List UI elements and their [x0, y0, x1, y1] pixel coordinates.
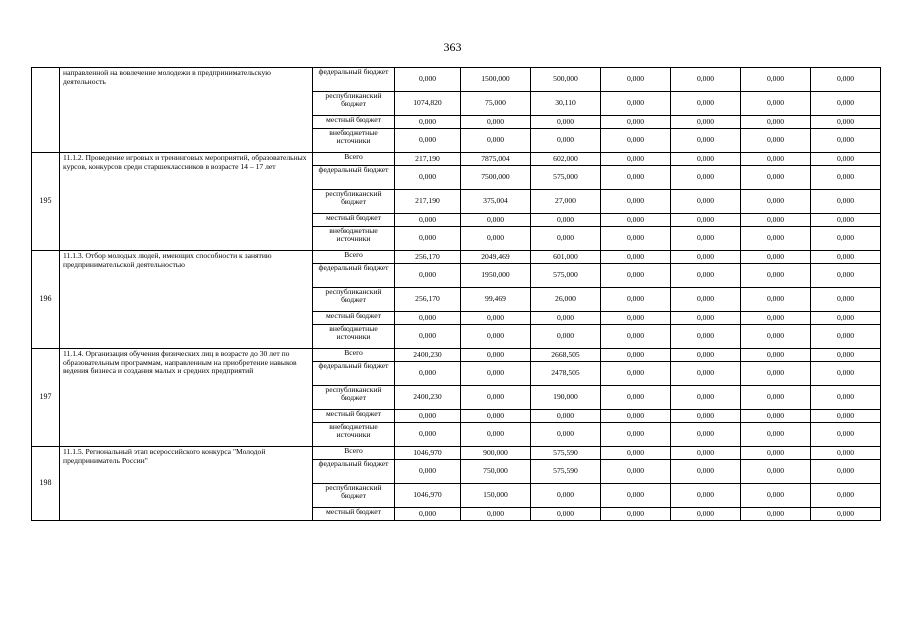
amount-cell: 256,170 — [395, 288, 461, 312]
funding-source-cell: республиканский бюджет — [313, 386, 395, 410]
amount-cell: 0,000 — [741, 227, 811, 251]
amount-cell: 0,000 — [671, 166, 741, 190]
amount-cell: 0,000 — [601, 264, 671, 288]
budget-table — [31, 67, 881, 521]
amount-cell: 0,000 — [811, 190, 881, 214]
amount-cell: 0,000 — [395, 264, 461, 288]
page-number: 363 — [443, 40, 462, 54]
amount-cell: 0,000 — [395, 129, 461, 153]
amount-cell: 2049,469 — [461, 251, 531, 264]
amount-cell: 0,000 — [741, 325, 811, 349]
amount-cell: 7875,004 — [461, 153, 531, 166]
amount-cell: 0,000 — [811, 68, 881, 92]
table-body — [32, 68, 881, 521]
amount-cell: 0,000 — [601, 227, 671, 251]
funding-source-cell: внебюджетные источники — [313, 423, 395, 447]
amount-cell: 0,000 — [811, 166, 881, 190]
funding-source-cell: местный бюджет — [313, 410, 395, 423]
amount-cell: 0,000 — [531, 312, 601, 325]
amount-cell: 0,000 — [671, 508, 741, 521]
amount-cell: 0,000 — [741, 251, 811, 264]
amount-cell: 0,000 — [395, 410, 461, 423]
amount-cell: 0,000 — [601, 251, 671, 264]
amount-cell: 750,000 — [461, 460, 531, 484]
amount-cell: 0,000 — [461, 214, 531, 227]
table-row — [32, 447, 881, 460]
amount-cell: 0,000 — [811, 447, 881, 460]
row-number-cell: 196 — [32, 251, 60, 349]
amount-cell: 0,000 — [671, 386, 741, 410]
amount-cell: 0,000 — [395, 423, 461, 447]
amount-cell: 0,000 — [671, 362, 741, 386]
table-row — [32, 153, 881, 166]
amount-cell: 1046,970 — [395, 447, 461, 460]
funding-source-cell: внебюджетные источники — [313, 227, 395, 251]
funding-source-cell: республиканский бюджет — [313, 484, 395, 508]
amount-cell: 575,000 — [531, 264, 601, 288]
amount-cell: 0,000 — [461, 508, 531, 521]
table-row — [32, 251, 881, 264]
amount-cell: 0,000 — [671, 190, 741, 214]
amount-cell: 26,000 — [531, 288, 601, 312]
amount-cell: 575,590 — [531, 460, 601, 484]
funding-source-cell: внебюджетные источники — [313, 129, 395, 153]
amount-cell: 75,000 — [461, 92, 531, 116]
amount-cell: 0,000 — [811, 325, 881, 349]
funding-source-cell: федеральный бюджет — [313, 362, 395, 386]
amount-cell: 2400,230 — [395, 349, 461, 362]
amount-cell: 0,000 — [811, 116, 881, 129]
amount-cell: 0,000 — [601, 153, 671, 166]
measure-description-cell: направленной на вовлечение молодежи в предпринимательскую деятельность — [60, 68, 313, 153]
amount-cell: 0,000 — [531, 214, 601, 227]
amount-cell: 0,000 — [811, 288, 881, 312]
amount-cell: 0,000 — [671, 214, 741, 227]
funding-source-cell: республиканский бюджет — [313, 288, 395, 312]
amount-cell: 30,110 — [531, 92, 601, 116]
amount-cell: 375,004 — [461, 190, 531, 214]
amount-cell: 602,000 — [531, 153, 601, 166]
row-number-cell: 195 — [32, 153, 60, 251]
amount-cell: 0,000 — [671, 68, 741, 92]
amount-cell: 217,190 — [395, 190, 461, 214]
amount-cell: 0,000 — [601, 349, 671, 362]
amount-cell: 0,000 — [741, 68, 811, 92]
amount-cell: 0,000 — [741, 484, 811, 508]
amount-cell: 0,000 — [811, 251, 881, 264]
amount-cell: 0,000 — [395, 214, 461, 227]
amount-cell: 2668,505 — [531, 349, 601, 362]
amount-cell: 217,190 — [395, 153, 461, 166]
amount-cell: 0,000 — [531, 484, 601, 508]
amount-cell: 0,000 — [671, 484, 741, 508]
amount-cell: 0,000 — [811, 153, 881, 166]
row-number-cell: 198 — [32, 447, 60, 521]
amount-cell: 0,000 — [395, 116, 461, 129]
amount-cell: 0,000 — [741, 166, 811, 190]
amount-cell: 0,000 — [531, 227, 601, 251]
amount-cell: 0,000 — [741, 190, 811, 214]
amount-cell: 0,000 — [601, 386, 671, 410]
amount-cell: 0,000 — [671, 153, 741, 166]
amount-cell: 0,000 — [741, 129, 811, 153]
amount-cell: 150,000 — [461, 484, 531, 508]
amount-cell: 0,000 — [461, 227, 531, 251]
amount-cell: 7500,000 — [461, 166, 531, 190]
table-row — [32, 68, 881, 92]
funding-source-cell: федеральный бюджет — [313, 460, 395, 484]
amount-cell: 256,170 — [395, 251, 461, 264]
amount-cell: 0,000 — [741, 288, 811, 312]
amount-cell: 0,000 — [601, 325, 671, 349]
funding-source-cell: федеральный бюджет — [313, 166, 395, 190]
amount-cell: 0,000 — [811, 214, 881, 227]
amount-cell: 0,000 — [671, 116, 741, 129]
amount-cell: 0,000 — [811, 423, 881, 447]
amount-cell: 0,000 — [811, 92, 881, 116]
amount-cell: 0,000 — [601, 129, 671, 153]
row-number-cell — [32, 68, 60, 153]
amount-cell: 0,000 — [461, 410, 531, 423]
amount-cell: 0,000 — [811, 349, 881, 362]
amount-cell: 190,000 — [531, 386, 601, 410]
measure-description-cell: 11.1.5. Региональный этап всероссийского конкурса "Молодой предприниматель России" — [60, 447, 313, 521]
amount-cell: 0,000 — [741, 92, 811, 116]
amount-cell: 0,000 — [531, 129, 601, 153]
funding-source-cell: местный бюджет — [313, 116, 395, 129]
amount-cell: 0,000 — [395, 508, 461, 521]
amount-cell: 575,590 — [531, 447, 601, 460]
amount-cell: 2400,230 — [395, 386, 461, 410]
amount-cell: 0,000 — [601, 68, 671, 92]
funding-source-cell: внебюджетные источники — [313, 325, 395, 349]
amount-cell: 900,000 — [461, 447, 531, 460]
amount-cell: 1074,820 — [395, 92, 461, 116]
measure-description-cell: 11.1.3. Отбор молодых людей, имеющих способности к занятию предпринимательской деятельностью — [60, 251, 313, 349]
amount-cell: 0,000 — [601, 166, 671, 190]
amount-cell: 0,000 — [395, 227, 461, 251]
funding-source-cell: Всего — [313, 447, 395, 460]
amount-cell: 0,000 — [531, 423, 601, 447]
funding-source-cell: Всего — [313, 349, 395, 362]
amount-cell: 0,000 — [741, 214, 811, 227]
amount-cell: 0,000 — [461, 325, 531, 349]
amount-cell: 0,000 — [395, 68, 461, 92]
amount-cell: 0,000 — [671, 129, 741, 153]
amount-cell: 0,000 — [741, 362, 811, 386]
amount-cell: 0,000 — [741, 410, 811, 423]
funding-source-cell: федеральный бюджет — [313, 68, 395, 92]
amount-cell: 27,000 — [531, 190, 601, 214]
amount-cell: 0,000 — [531, 325, 601, 349]
amount-cell: 0,000 — [601, 447, 671, 460]
funding-source-cell: республиканский бюджет — [313, 92, 395, 116]
amount-cell: 1046,970 — [395, 484, 461, 508]
amount-cell: 1950,000 — [461, 264, 531, 288]
amount-cell: 0,000 — [811, 484, 881, 508]
funding-source-cell: Всего — [313, 153, 395, 166]
funding-source-cell: республиканский бюджет — [313, 190, 395, 214]
amount-cell: 0,000 — [601, 190, 671, 214]
amount-cell: 0,000 — [741, 447, 811, 460]
amount-cell: 0,000 — [671, 460, 741, 484]
amount-cell: 0,000 — [741, 423, 811, 447]
amount-cell: 0,000 — [671, 251, 741, 264]
funding-source-cell: местный бюджет — [313, 214, 395, 227]
amount-cell: 0,000 — [671, 227, 741, 251]
amount-cell: 0,000 — [601, 410, 671, 423]
funding-source-cell: федеральный бюджет — [313, 264, 395, 288]
amount-cell: 2478,505 — [531, 362, 601, 386]
amount-cell: 0,000 — [601, 362, 671, 386]
amount-cell: 99,469 — [461, 288, 531, 312]
amount-cell: 0,000 — [741, 116, 811, 129]
amount-cell: 0,000 — [811, 227, 881, 251]
amount-cell: 0,000 — [461, 423, 531, 447]
amount-cell: 0,000 — [395, 460, 461, 484]
amount-cell: 0,000 — [601, 484, 671, 508]
amount-cell: 0,000 — [461, 116, 531, 129]
amount-cell: 0,000 — [811, 508, 881, 521]
amount-cell: 0,000 — [461, 129, 531, 153]
amount-cell: 0,000 — [531, 116, 601, 129]
amount-cell: 1500,000 — [461, 68, 531, 92]
funding-source-cell: Всего — [313, 251, 395, 264]
amount-cell: 0,000 — [461, 312, 531, 325]
amount-cell: 0,000 — [811, 410, 881, 423]
amount-cell: 0,000 — [811, 460, 881, 484]
amount-cell: 0,000 — [741, 349, 811, 362]
amount-cell: 0,000 — [671, 264, 741, 288]
amount-cell: 0,000 — [741, 460, 811, 484]
measure-description-cell: 11.1.4. Организация обучения физических лиц в возрасте до 30 лет по образовательным программам, направленным на приобретение навыков ведения бизнеса и создания малых и средних предприятий — [60, 349, 313, 447]
amount-cell: 0,000 — [601, 92, 671, 116]
amount-cell: 0,000 — [531, 508, 601, 521]
amount-cell: 0,000 — [601, 508, 671, 521]
amount-cell: 0,000 — [741, 386, 811, 410]
amount-cell: 0,000 — [461, 349, 531, 362]
amount-cell: 0,000 — [671, 410, 741, 423]
amount-cell: 0,000 — [601, 460, 671, 484]
amount-cell: 0,000 — [671, 312, 741, 325]
amount-cell: 0,000 — [601, 214, 671, 227]
measure-description-cell: 11.1.2. Проведение игровых и тренинговых мероприятий, образовательных курсов, конкурсов среди старшеклассников в возрасте 14 – 17 лет — [60, 153, 313, 251]
funding-source-cell: местный бюджет — [313, 312, 395, 325]
amount-cell: 0,000 — [811, 264, 881, 288]
amount-cell: 0,000 — [601, 116, 671, 129]
amount-cell: 0,000 — [671, 349, 741, 362]
amount-cell: 0,000 — [395, 312, 461, 325]
amount-cell: 0,000 — [671, 423, 741, 447]
amount-cell: 0,000 — [671, 92, 741, 116]
amount-cell: 0,000 — [461, 362, 531, 386]
amount-cell: 0,000 — [461, 386, 531, 410]
amount-cell: 0,000 — [395, 362, 461, 386]
amount-cell: 0,000 — [811, 312, 881, 325]
amount-cell: 575,000 — [531, 166, 601, 190]
funding-source-cell: местный бюджет — [313, 508, 395, 521]
amount-cell: 0,000 — [741, 312, 811, 325]
amount-cell: 601,000 — [531, 251, 601, 264]
amount-cell: 0,000 — [671, 288, 741, 312]
amount-cell: 0,000 — [811, 386, 881, 410]
amount-cell: 0,000 — [741, 153, 811, 166]
amount-cell: 0,000 — [601, 423, 671, 447]
amount-cell: 0,000 — [741, 508, 811, 521]
amount-cell: 500,000 — [531, 68, 601, 92]
amount-cell: 0,000 — [671, 325, 741, 349]
amount-cell: 0,000 — [811, 129, 881, 153]
row-number-cell: 197 — [32, 349, 60, 447]
table-row — [32, 349, 881, 362]
amount-cell: 0,000 — [531, 410, 601, 423]
amount-cell: 0,000 — [601, 288, 671, 312]
amount-cell: 0,000 — [741, 264, 811, 288]
amount-cell: 0,000 — [395, 325, 461, 349]
amount-cell: 0,000 — [395, 166, 461, 190]
amount-cell: 0,000 — [671, 447, 741, 460]
amount-cell: 0,000 — [601, 312, 671, 325]
amount-cell: 0,000 — [811, 362, 881, 386]
